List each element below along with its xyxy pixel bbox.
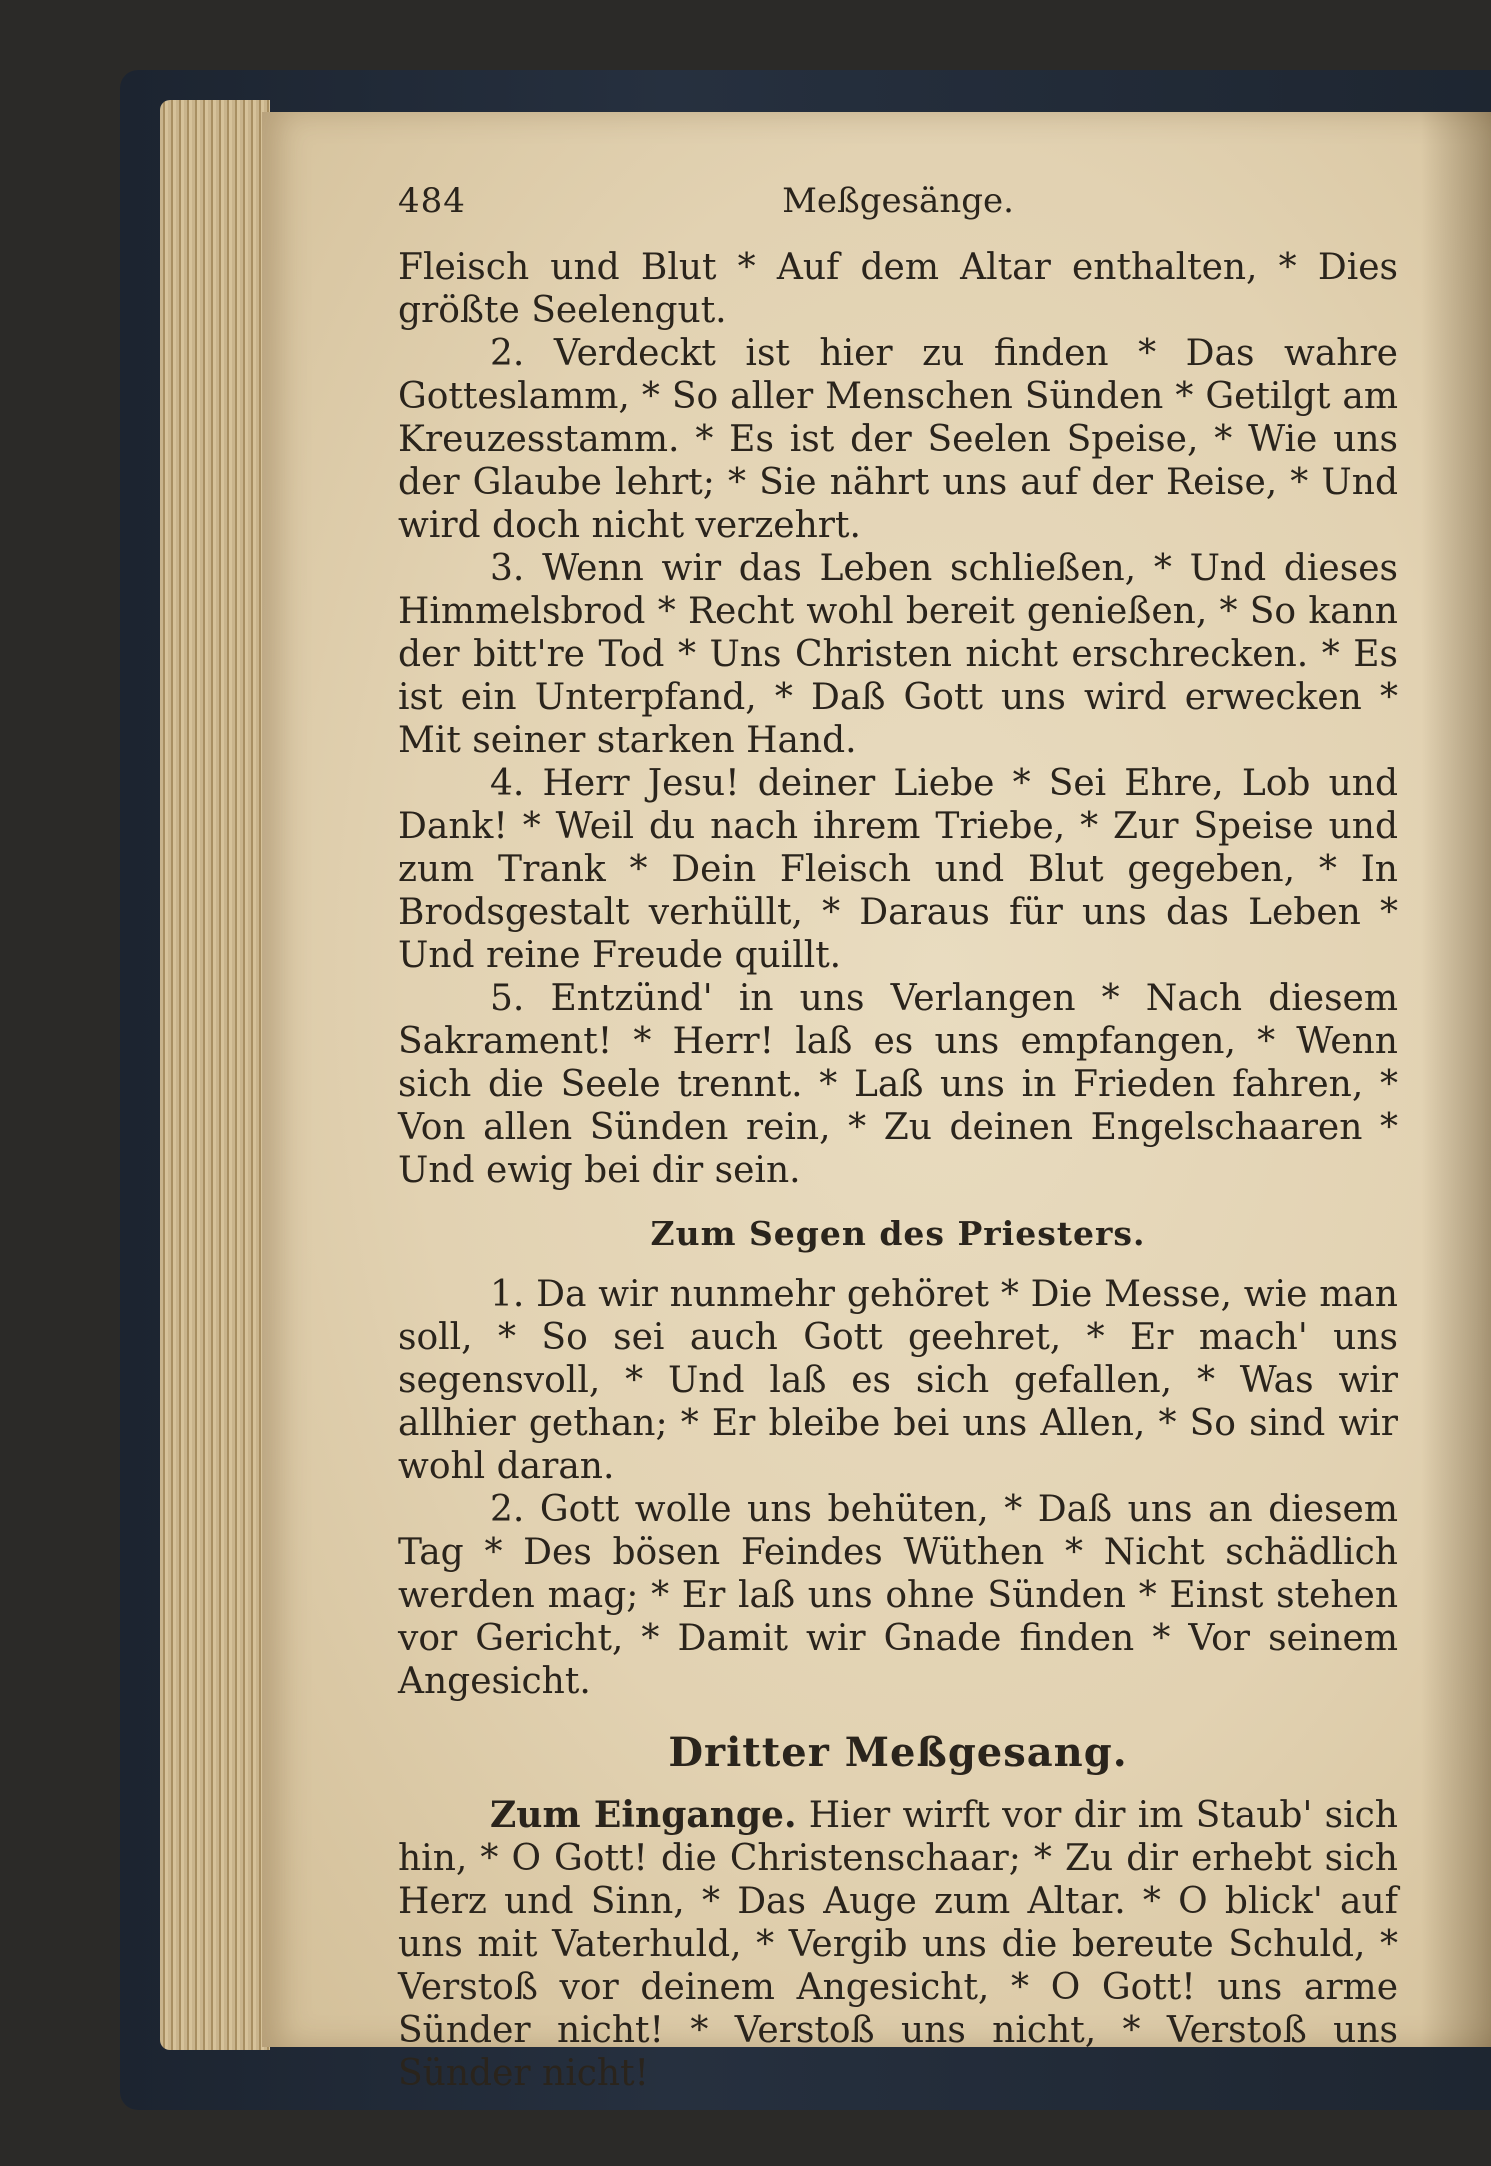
chapter-title: Dritter Meßgesang.: [668, 1729, 1128, 1776]
page-edges: [160, 100, 270, 2050]
body-text: [398, 246, 1398, 2095]
section-title: Zum Segen des Priesters.: [650, 1214, 1146, 1253]
verse-2: 2. Verdeckt ist hier zu finden * Das wahre Gotteslamm, * So aller Menschen Sünden * Getilgt am Kreuzesstamm. * Es ist der Seelen Speise, * Wie uns der Glaube lehrt; * Sie nährt uns auf der Reise, * Und wird doch nicht verzehrt.: [398, 333, 1398, 546]
page-gutter-shadow: [1421, 112, 1491, 2047]
verse-4: 4. Herr Jesu! deiner Liebe * Sei Ehre, Lob und Dank! * Weil du nach ihrem Triebe, * Zur Speise und zum Trank * Dein Fleisch und Blut gegeben, * In Brodsgestalt verhüllt, * Daraus für uns das Leben * Und reine Freude quillt.: [398, 763, 1398, 976]
verse-5: 5. Entzünd' in uns Verlangen * Nach diesem Sakrament! * Herr! laß es uns empfangen, * Wenn sich die Seele trennt. * Laß uns in Frieden fahren, * Von allen Sünden rein, * Zu deinen Engelschaaren * Und ewig bei dir sein.: [398, 978, 1398, 1191]
running-title: Meßgesänge.: [782, 181, 1014, 221]
page-content: [398, 180, 1398, 2095]
section-verse-2: 2. Gott wolle uns behüten, * Daß uns an diesem Tag * Des bösen Feindes Wüthen * Nicht schädlich werden mag; * Er laß uns ohne Sünden * Einst stehen vor Gericht, * Damit wir Gnade finden * Vor seinem Angesicht.: [398, 1489, 1398, 1702]
section-verse-1: 1. Da wir nunmehr gehöret * Die Messe, wie man soll, * So sei auch Gott geehret, * Er mach' uns segensvoll, * Und laß es sich gefallen, * Was wir allhier gethan; * Er bleibe bei uns Allen, * So sind wir wohl daran.: [398, 1274, 1398, 1487]
paragraph-continuation: Fleisch und Blut * Auf dem Altar enthalten, * Dies größte Seelengut.: [398, 247, 1398, 331]
verse-3: 3. Wenn wir das Leben schließen, * Und dieses Himmelsbrod * Recht wohl bereit genießen, * So kann der bitt're Tod * Uns Christen nicht erschrecken. * Es ist ein Unterpfand, * Daß Gott uns wird erwecken * Mit seiner starken Hand.: [398, 548, 1398, 761]
run-in-heading: Zum Eingange.: [490, 1794, 797, 1836]
opening-verse: [398, 1794, 1398, 2095]
running-head: [398, 180, 1398, 230]
opening-verse-text: Hier wirft vor dir im Staub' sich hin, * O Gott! die Christenschaar; * Zu dir erhebt sich Herz und Sinn, * Das Auge zum Altar. * O blick' auf uns mit Vaterhuld, * Vergib uns die bereute Schuld, * Verstoß vor deinem Angesicht, * O Gott! uns arme Sünder nicht! * Verstoß uns nicht, * Verstoß uns Sünder nicht!: [398, 1795, 1398, 2094]
page-number: 484: [398, 181, 466, 221]
